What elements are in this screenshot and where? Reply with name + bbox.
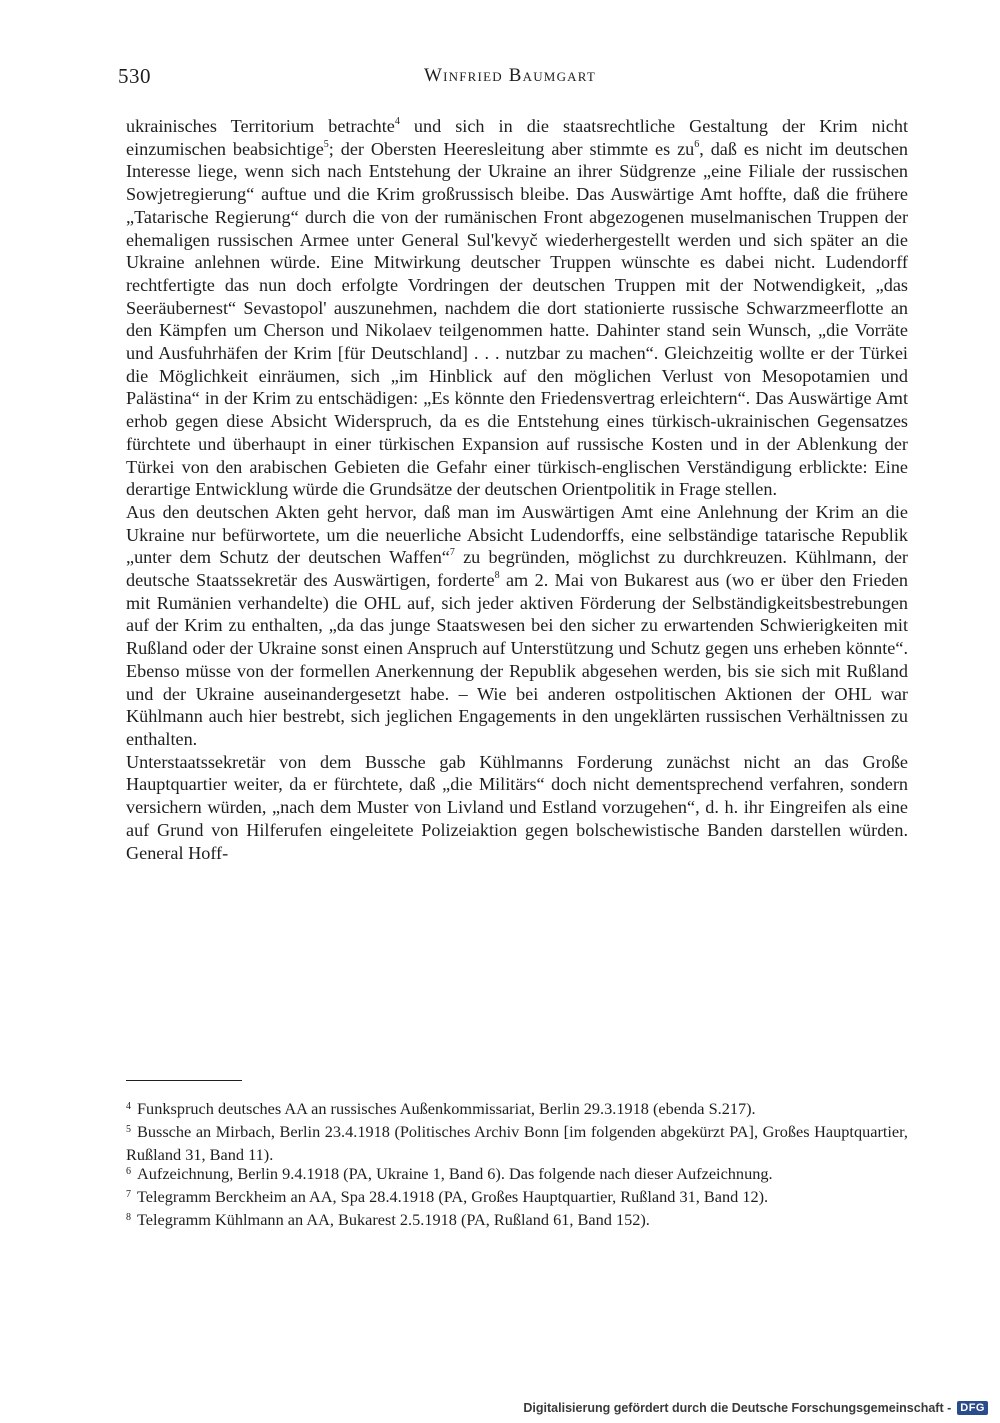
footnote-reference: 6 xyxy=(694,138,700,150)
digitization-credit xyxy=(523,1401,988,1415)
paragraph xyxy=(126,501,908,751)
footnote-reference: 8 xyxy=(494,570,500,581)
footnote-reference: 5 xyxy=(323,138,329,150)
footnote-text: Aufzeichnung, Berlin 9.4.1918 (PA, Ukraine 1, Band 6). Das folgende nach dieser Aufzeichnung. xyxy=(137,1164,773,1184)
footnote-text: Bussche an Mirbach, Berlin 23.4.1918 (Politisches Archiv Bonn [im folgenden abgekürzt PA], Großes Hauptquartier, Rußland 31, Band 11). xyxy=(126,1121,908,1164)
dfg-logo-icon: DFG xyxy=(957,1401,988,1415)
footnote-mark: 7 xyxy=(126,1189,131,1201)
text-run: , daß es nicht im deutschen Interesse liege, wenn sich nach Entstehung der Ukraine an ihrer Südgrenze „eine Filiale der russischen Sowjetregierung“ auftue und die Krim großrussisch bleibe. Das Auswärtige Amt hoffte, daß die frühere „Tatarische Regierung“ durch die von der rumänischen Front abgezogenen muselmanischen Truppen der ehemaligen russischen Armee unter General Sul'kevyč wiederhergestellt werden und sich später an die Ukraine anlehnen würde. Eine Mitwirkung deutscher Truppen wünschte es dabei nicht. Ludendorff rechtfertigte das nun doch erfolgte Vordringen der deutschen Truppen mit der Notwendigkeit, „das Seeräubernest“ Sevastopol' auszunehmen, nachdem die dort stationierte russische Schwarzmeerflotte an den Kämpfen um Cherson und Nikolaev teilgenommen hatte. Dahinter stand sein Wunsch, „die Vorräte und Ausfuhrhäfen der Krim [für Deutschland] . . . nutzbar zu machen“. Gleichzeitig wollte er der Türkei die Möglichkeit einräumen, sich „im Hinblick auf den möglichen Verlust von Mesopotamien und Palästina“ in der Krim zu entschädigen: „Es könnte den Friedensvertrag erleichtern“. Das Auswärtige Amt erhob gegen diese Absicht Widerspruch, da es die Entstehung eines türkisch-ukrainischen Gegensatzes fürchtete und überhaupt in einer türkischen Expansion auf russische Kosten und in der Ablenkung der Türkei von den arabischen Gebieten die Gefahr einer türkisch-englischen Verständigung erblickte: Eine derartige Entwicklung würde die Grundsätze der deutschen Orientpolitik in Frage stellen. xyxy=(126,138,908,500)
footnote-text: Funkspruch deutsches AA an russisches Außenkommissariat, Berlin 29.3.1918 (ebenda S.217). xyxy=(137,1099,756,1118)
text-run: Aus den deutschen Akten geht hervor, daß man im Auswärtigen Amt eine Anlehnung der Krim an die Ukraine nur befürwortete, um die neuerliche Absicht Ludendorffs, eine selbständige tatarische Republik „unter dem Schutz der deutschen Waffen“ xyxy=(126,501,908,568)
footnote-mark: 8 xyxy=(126,1211,131,1223)
credit-text: Digitalisierung gefördert durch die Deutsche Forschungsgemeinschaft - xyxy=(523,1401,952,1415)
paragraph xyxy=(126,115,908,501)
text-run: ukrainisches Territorium betrachte xyxy=(126,116,395,136)
page-header xyxy=(118,64,908,94)
footnote-divider xyxy=(126,1080,242,1081)
footnote xyxy=(126,1187,908,1210)
footnote-text: Telegramm Kühlmann an AA, Bukarest 2.5.1918 (PA, Rußland 61, Band 152). xyxy=(137,1209,650,1229)
footnote-mark: 6 xyxy=(126,1166,131,1178)
footnotes xyxy=(126,1099,908,1233)
paragraph xyxy=(126,751,908,865)
body-text xyxy=(126,115,908,864)
text-run: Unterstaatssekretär von dem Bussche gab Kühlmanns Forderung zunächst nicht an das Große Hauptquartier weiter, da er fürchtete, daß „die Militärs“ doch nicht dementsprechend verfahren, sondern versichern würden, „nach dem Muster von Livland und Estland vorzugehen“, d. h. ihr Eingreifen als eine auf Grund von Hilferufen eingeleitete Polizeiaktion gegen bolschewistische Banden darstellen würden. General Hoff- xyxy=(126,751,908,863)
running-head: Winfried Baumgart xyxy=(424,65,596,86)
footnote xyxy=(126,1099,908,1122)
footnote-mark: 4 xyxy=(126,1101,131,1112)
footnote xyxy=(126,1210,908,1233)
page-number: 530 xyxy=(118,64,151,88)
text-run: und sich in die staatsrechtliche Gestaltung der Krim nicht einzumischen beabsichtige xyxy=(126,116,909,159)
text-run: ; der Obersten Heeresleitung aber stimmte es zu xyxy=(328,138,695,159)
footnote-reference: 7 xyxy=(449,547,455,559)
footnote-mark: 5 xyxy=(126,1123,131,1135)
footnote xyxy=(126,1122,908,1165)
footnote-text: Telegramm Berckheim an AA, Spa 28.4.1918 (PA, Großes Hauptquartier, Rußland 31, Band 12). xyxy=(137,1187,769,1207)
footnote-reference: 4 xyxy=(394,115,400,127)
footnote xyxy=(126,1164,908,1187)
text-run: am 2. Mai von Bukarest aus (wo er über den Frieden mit Rumänien verhandelte) die OHL auf, sich jeder aktiven Förderung der Selbständigkeitsbestrebungen auf der Krim zu enthalten, „da das junge Staatswesen bei den sicher zu erwartenden Schwierigkeiten mit Rußland oder der Ukraine sonst einen Anspruch auf Unterstützung und Schutz gegen uns erheben könnte“. Ebenso müsse von der formellen Anerkennung der Republik abgesehen werden, bis sie sich mit Rußland und der Ukraine auseinandergesetzt habe. – Wie bei anderen ostpolitischen Aktionen der OHL war Kühlmann auch hier bestrebt, sich jeglichen Engagements in den ungeklärten russischen Verhältnissen zu enthalten. xyxy=(126,570,908,749)
text-run: zu begründen, möglichst zu durchkreuzen. Kühlmann, der deutsche Staatssekretär des Auswärtigen, forderte xyxy=(126,547,908,591)
